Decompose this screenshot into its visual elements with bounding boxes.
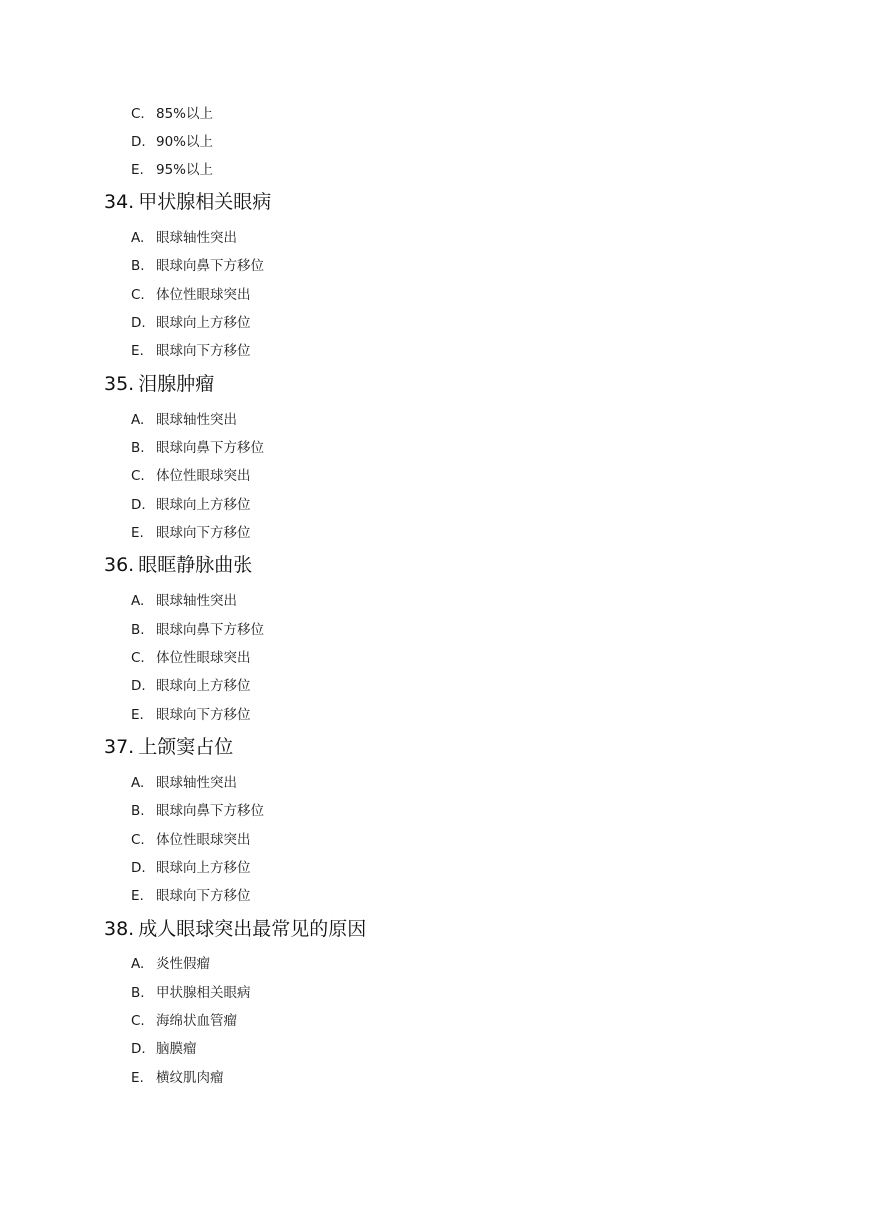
option-letter: C. [131,106,145,122]
option-letter: B. [131,258,145,274]
question-number: 35. [104,373,135,395]
option-letter: D. [131,134,146,150]
option-letter: C. [131,1013,145,1029]
option-text: 体位性眼球突出 [156,832,251,848]
option-letter: A. [131,230,145,246]
option-letter: D. [131,315,146,331]
option-text: 眼球向鼻下方移位 [156,258,264,274]
option-c [131,830,251,850]
question-text: 泪腺肿瘤 [138,373,215,395]
question-text: 甲状腺相关眼病 [138,191,272,213]
option-letter: B. [131,803,145,819]
option-a [131,228,237,248]
option-text: 眼球向上方移位 [156,497,251,513]
option-letter: A. [131,775,145,791]
option-letter: B. [131,622,145,638]
option-b [131,438,264,458]
option-text: 眼球轴性突出 [156,230,237,246]
option-letter: E. [131,343,144,359]
option-letter: E. [131,162,144,178]
question-text: 眼眶静脉曲张 [138,554,253,576]
option-b [131,983,251,1003]
option-text: 眼球轴性突出 [156,412,237,428]
option-b [131,801,264,821]
option-e [131,160,213,180]
question-36-title [104,551,252,579]
option-text: 95%以上 [156,162,214,178]
option-c [131,285,251,305]
option-d [131,313,251,333]
option-letter: D. [131,1041,146,1057]
option-a [131,410,237,430]
option-text: 横纹肌肉瘤 [156,1070,224,1086]
option-text: 海绵状血管瘤 [156,1013,237,1029]
option-letter: D. [131,497,146,513]
option-c [131,466,251,486]
option-a [131,591,237,611]
option-e [131,886,251,906]
option-letter: C. [131,287,145,303]
option-c [131,1011,237,1031]
option-letter: E. [131,888,144,904]
question-34-title [104,188,271,216]
question-37-title [104,733,233,761]
option-text: 眼球向鼻下方移位 [156,803,264,819]
option-text: 眼球向上方移位 [156,678,251,694]
option-d [131,858,251,878]
option-text: 眼球向上方移位 [156,860,251,876]
option-e [131,341,251,361]
option-text: 眼球向下方移位 [156,888,251,904]
question-text: 上颌窦占位 [138,736,234,758]
option-b [131,256,264,276]
option-b [131,620,264,640]
option-letter: C. [131,650,145,666]
option-text: 90%以上 [156,134,214,150]
option-text: 眼球向下方移位 [156,707,251,723]
option-a [131,954,210,974]
option-a [131,773,237,793]
question-number: 38. [104,918,135,940]
option-text: 眼球轴性突出 [156,593,237,609]
option-c [131,104,213,124]
option-d [131,132,213,152]
option-d [131,676,251,696]
option-text: 体位性眼球突出 [156,650,251,666]
option-text: 炎性假瘤 [156,956,210,972]
option-letter: A. [131,412,145,428]
option-text: 眼球向下方移位 [156,525,251,541]
option-letter: D. [131,678,146,694]
option-text: 眼球轴性突出 [156,775,237,791]
option-text: 脑膜瘤 [156,1041,197,1057]
option-letter: C. [131,832,145,848]
option-text: 眼球向上方移位 [156,315,251,331]
option-e [131,705,251,725]
question-text: 成人眼球突出最常见的原因 [138,918,367,940]
option-e [131,523,251,543]
question-number: 36. [104,554,135,576]
question-38-title [104,915,366,943]
option-text: 体位性眼球突出 [156,468,251,484]
option-text: 眼球向鼻下方移位 [156,440,264,456]
option-text: 85%以上 [156,106,214,122]
option-text: 眼球向下方移位 [156,343,251,359]
option-c [131,648,251,668]
option-letter: E. [131,525,144,541]
option-letter: A. [131,593,145,609]
option-e [131,1068,224,1088]
option-text: 体位性眼球突出 [156,287,251,303]
option-text: 眼球向鼻下方移位 [156,622,264,638]
question-35-title [104,370,214,398]
question-number: 34. [104,191,135,213]
option-letter: E. [131,1070,144,1086]
option-letter: B. [131,440,145,456]
option-letter: D. [131,860,146,876]
option-letter: B. [131,985,145,1001]
option-d [131,1039,197,1059]
option-d [131,495,251,515]
option-text: 甲状腺相关眼病 [156,985,251,1001]
question-number: 37. [104,736,135,758]
option-letter: E. [131,707,144,723]
option-letter: A. [131,956,145,972]
option-letter: C. [131,468,145,484]
